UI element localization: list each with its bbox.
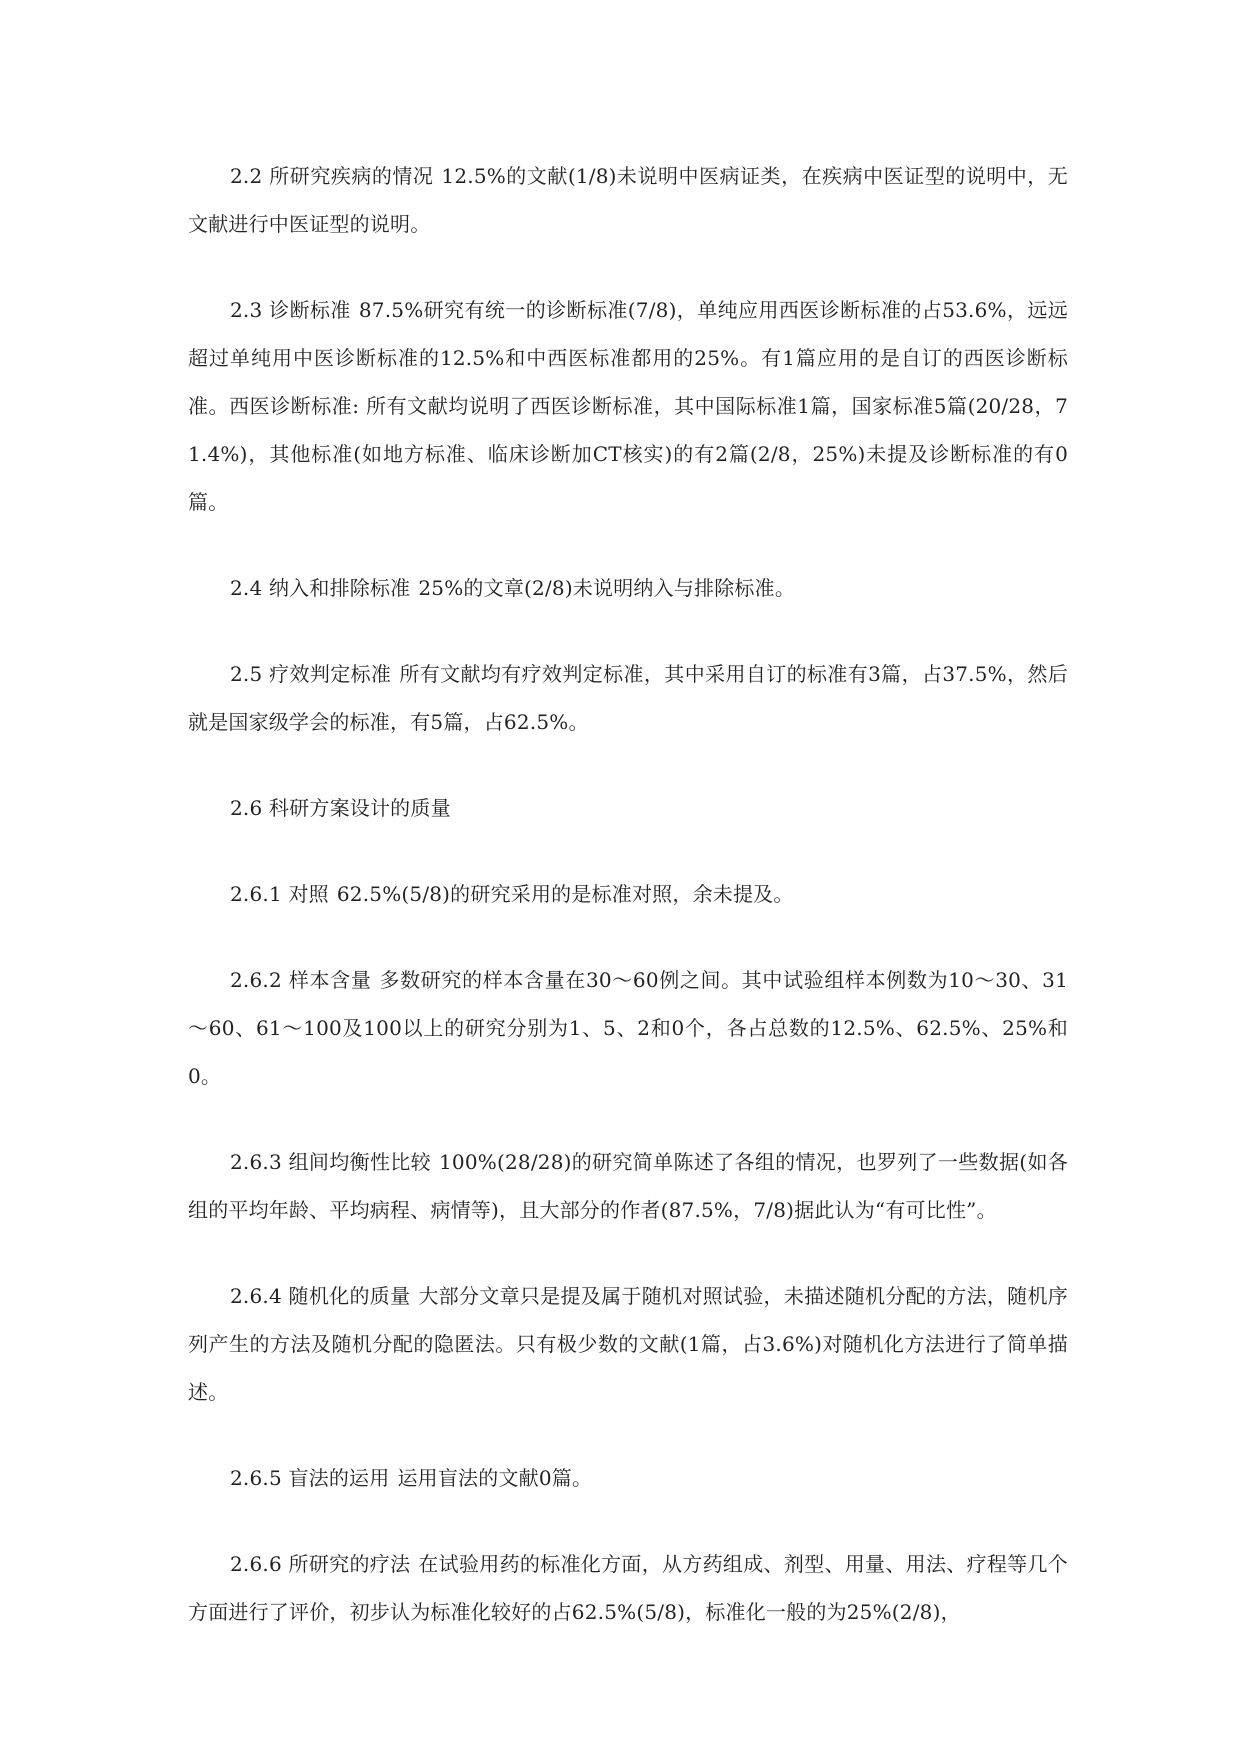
section-heading: 2.6.5 盲法的运用 [230,1466,390,1490]
paragraph-2-6-3 [188,1138,1068,1234]
paragraph-text: 多数研究的样本含量在30～60例之间。其中试验组样本例数为10～30、31～60、61～100及100以上的研究分别为1、5、2和0个，各占总数的12.5%、62.5%、25%和0。 [188,968,1068,1088]
section-heading: 2.6.3 组间均衡性比较 [230,1150,431,1174]
section-heading: 2.4 纳入和排除标准 [230,576,411,600]
paragraph-2-3 [188,286,1068,526]
document-page [188,152,1068,1674]
section-heading: 2.6.2 样本含量 [230,968,372,992]
paragraph-text: 12.5%的文献(1/8)未说明中医病证类，在疾病中医证型的说明中，无文献进行中医证型的说明。 [188,164,1068,236]
paragraph-text: 100%(28/28)的研究简单陈述了各组的情况，也罗列了一些数据(如各组的平均年龄、平均病程、病情等)，且大部分的作者(87.5%，7/8)据此认为“有可比性”。 [188,1150,1068,1222]
section-heading: 2.5 疗效判定标准 [230,662,392,686]
paragraph-text: 25%的文章(2/8)未说明纳入与排除标准。 [418,576,796,600]
paragraph-2-2 [188,152,1068,248]
paragraph-2-6-2 [188,956,1068,1100]
paragraph-2-6-4 [188,1272,1068,1416]
section-heading: 2.6.6 所研究的疗法 [230,1552,411,1576]
section-heading: 2.3 诊断标准 [230,298,351,322]
paragraph-2-6-1 [188,870,1068,918]
section-heading: 2.6.1 对照 [230,882,329,906]
paragraph-text: 62.5%(5/8)的研究采用的是标准对照，余未提及。 [336,882,794,906]
paragraph-2-4 [188,564,1068,612]
paragraph-text: 所有文献均有疗效判定标准，其中采用自订的标准有3篇，占37.5%，然后就是国家级学会的标准，有5篇，占62.5%。 [188,662,1068,734]
paragraph-2-6 [188,784,1068,832]
section-heading: 2.2 所研究疾病的情况 [230,164,434,188]
paragraph-text: 在试验用药的标准化方面，从方药组成、剂型、用量、用法、疗程等几个方面进行了评价，初步认为标准化较好的占62.5%(5/8)，标准化一般的为25%(2/8)， [188,1552,1068,1624]
paragraph-text: 87.5%研究有统一的诊断标准(7/8)，单纯应用西医诊断标准的占53.6%，远远超过单纯用中医诊断标准的12.5%和中西医标准都用的25%。有1篇应用的是自订的西医诊断标准。西医诊断标准: 所有文献均说明了西医诊断标准，其中国际标准1篇，国家标准5篇(20/28，71.4%)，其他标准(如地方标准、临床诊断加CT核实)的有2篇(2/8，25%)未提及诊断标准的有0篇。 [188,298,1068,514]
section-heading: 2.6.4 随机化的质量 [230,1284,411,1308]
paragraph-text: 运用盲法的文献0篇。 [397,1466,593,1490]
paragraph-text: 大部分文章只是提及属于随机对照试验，未描述随机分配的方法，随机序列产生的方法及随机分配的隐匿法。只有极少数的文献(1篇，占3.6%)对随机化方法进行了简单描述。 [188,1284,1068,1404]
paragraph-2-6-5 [188,1454,1068,1502]
paragraph-2-6-6 [188,1540,1068,1636]
section-heading: 2.6 科研方案设计的质量 [230,796,451,820]
paragraph-2-5 [188,650,1068,746]
